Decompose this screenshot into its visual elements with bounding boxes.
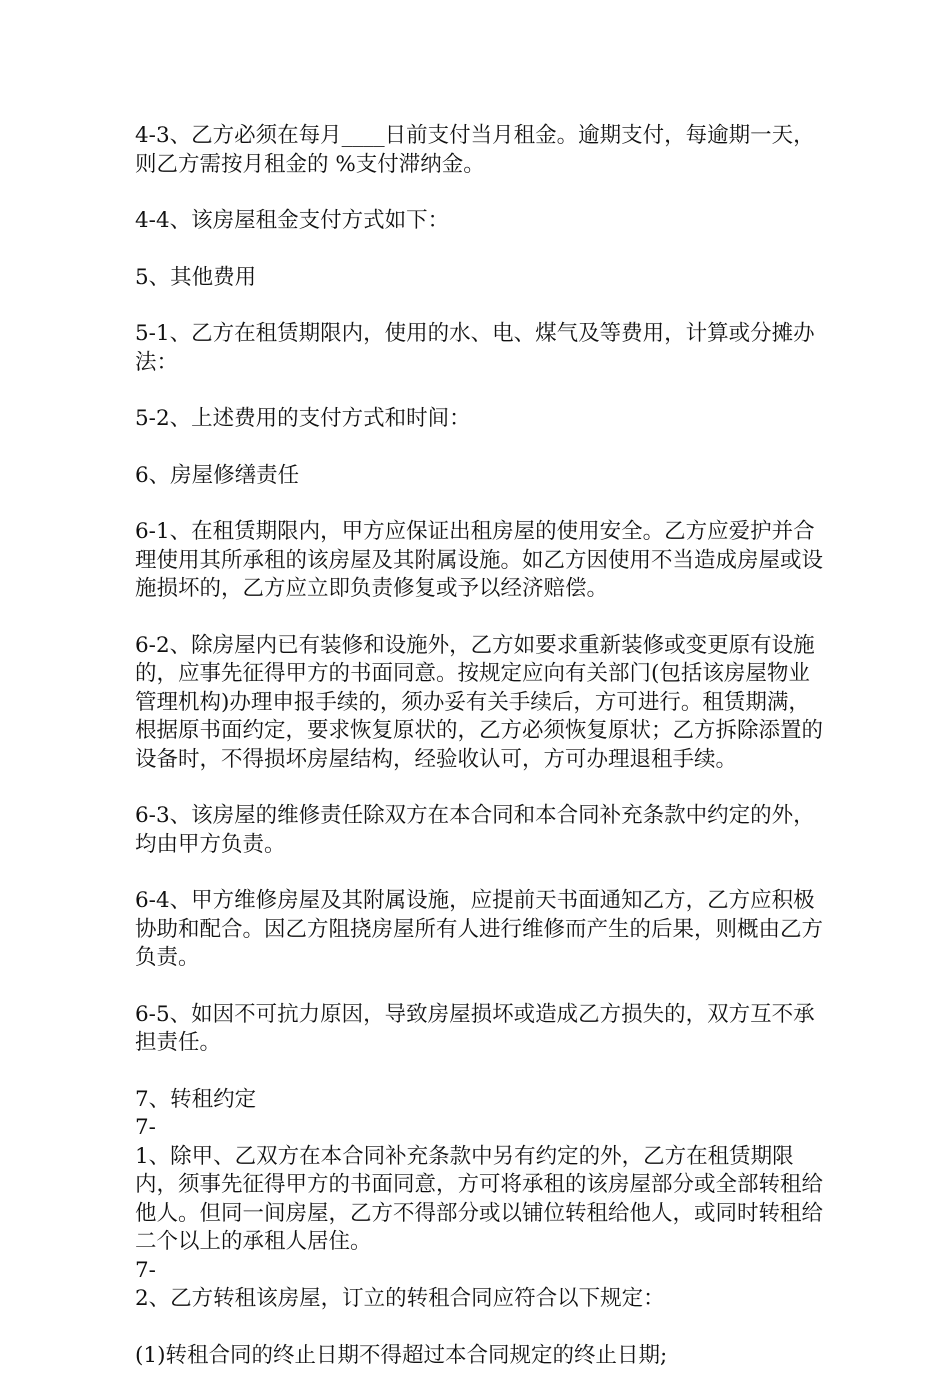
clause-4-4: 4-4、该房屋租金支付方式如下： — [135, 208, 450, 233]
document-page — [135, 122, 825, 1398]
clause-6-1: 6-1、在租赁期限内，甲方应保证出租房屋的使用安全。乙方应爱护并合理使用其所承租的该房屋及其附属设施。如乙方因使用不当造成房屋或设施损坏的，乙方应立即负责修复或予以经济赔偿。 — [135, 519, 824, 601]
section-5-heading: 5、其他费用 — [135, 264, 257, 290]
clause-5-2: 5-2、上述费用的支付方式和时间： — [135, 406, 471, 431]
clause-7-2: 2、乙方转租该房屋，订立的转租合同应符合以下规定： — [135, 1286, 665, 1311]
clause-7-2-prefix: 7- — [135, 1257, 156, 1283]
clause-6-5: 6-5、如因不可抗力原因，导致房屋损坏或造成乙方损失的，双方互不承担责任。 — [135, 1001, 815, 1055]
clause-7-1-prefix: 7- — [135, 1115, 156, 1140]
section-7-heading: 7、转租约定 — [135, 1086, 257, 1112]
clause-7-1: 1、除甲、乙双方在本合同补充条款中另有约定的外，乙方在租赁期限内，须事先征得甲方的书面同意，方可将承租的该房屋部分或全部转租给他人。但同一间房屋，乙方不得部分或以铺位转租给他人，或同时转租给二个以上的承租人居住。 — [135, 1143, 824, 1254]
clause-6-2: 6-2、除房屋内已有装修和设施外，乙方如要求重新装修或变更原有设施的，应事先征得甲方的书面同意。按规定应向有关部门(包括该房屋物业管理机构)办理申报手续的，须办妥有关手续后，方可进行。租赁期满，根据原书面约定，要求恢复原状的，乙方必须恢复原状；乙方拆除添置的设备时，不得损坏房屋结构，经验收认可，方可办理退租手续。 — [135, 632, 824, 772]
clause-7-2-item-1: (1)转租合同的终止日期不得超过本合同规定的终止日期; — [135, 1342, 668, 1368]
clause-6-3: 6-3、该房屋的维修责任除双方在本合同和本合同补充条款中约定的外，均由甲方负责。 — [135, 803, 815, 857]
clause-5-1: 5-1、乙方在租赁期限内，使用的水、电、煤气及等费用，计算或分摊办法： — [135, 321, 815, 375]
clause-6-4: 6-4、甲方维修房屋及其附属设施，应提前天书面通知乙方，乙方应积极协助和配合。因乙方阻挠房屋所有人进行维修而产生的后果，则概由乙方负责。 — [135, 888, 824, 970]
clause-4-3: 4-3、乙方必须在每月____日前支付当月租金。逾期支付，每逾期一天，则乙方需按月租金的 %支付滞纳金。 — [135, 123, 815, 177]
section-6-heading: 6、房屋修缮责任 — [135, 462, 300, 488]
